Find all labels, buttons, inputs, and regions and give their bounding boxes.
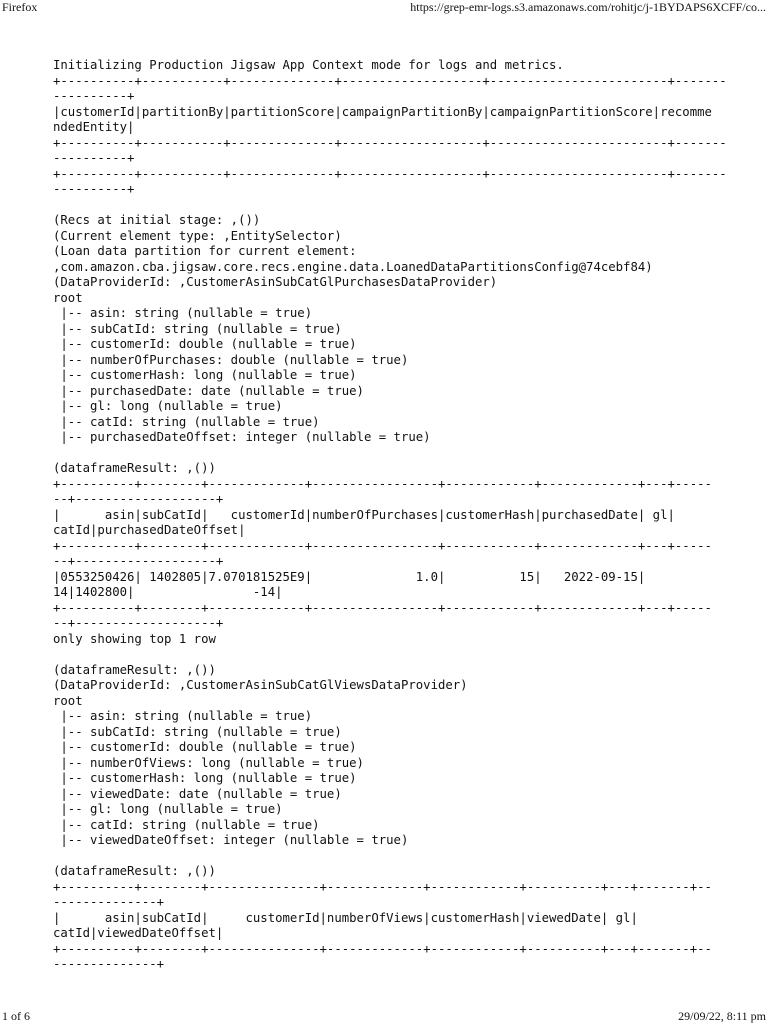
log-line: |-- purchasedDate: date (nullable = true) [53,383,364,398]
page-header [0,0,768,14]
log-line [53,198,762,214]
log-line: +----------+-----------+--------------+-------------------+------------------------+------- [53,166,727,181]
log-line: root [53,290,83,305]
log-line: | asin|subCatId| customerId|numberOfViews|customerHash|viewedDate| gl| [53,910,638,925]
page-url[interactable]: https://grep-emr-logs.s3.amazonaws.com/rohitjc/j-1BYDAPS6XCFF/co... [410,0,766,14]
log-output [53,58,762,973]
log-line: +----------+-----------+--------------+-------------------+------------------------+------- [53,73,727,88]
log-line: +----------+-----------+--------------+-------------------+------------------------+------- [53,135,727,150]
log-line: +----------+--------+---------------+-------------+------------+----------+---+-------+-- [53,879,712,894]
log-line: |-- purchasedDateOffset: integer (nullable = true) [53,430,431,444]
log-line: Initializing Production Jigsaw App Context mode for logs and metrics. [53,58,564,72]
log-line: (DataProviderId: ,CustomerAsinSubCatGlViewsDataProvider) [53,678,468,692]
log-line: |-- gl: long (nullable = true) [53,399,283,413]
log-line: | asin|subCatId| customerId|numberOfPurchases|customerHash|purchasedDate| gl| [53,507,675,522]
log-line: |-- subCatId: string (nullable = true) [53,321,342,336]
log-line: catId|purchasedDateOffset| [53,523,246,537]
log-line: ----------+ [53,182,135,196]
log-line: (Loan data partition for current element: [53,244,357,258]
log-line [53,446,762,462]
log-line: |-- viewedDateOffset: integer (nullable = true) [53,833,409,847]
log-line: |customerId|partitionBy|partitionScore|campaignPartitionBy|campaignPartitionScore|recomme [53,104,712,119]
log-line: |-- customerHash: long (nullable = true) [53,368,357,382]
log-line: |0553250426| 1402805|7.070181525E9| 1.0| 15| 2022-09-15| [53,569,646,584]
log-line: |-- customerHash: long (nullable = true) [53,771,357,785]
log-line: (dataframeResult: ,()) [53,864,216,878]
log-line: (Recs at initial stage: ,()) [53,213,261,227]
log-line: +----------+--------+-------------+-----------------+------------+-------------+---+----- [53,476,712,491]
log-line: |-- catId: string (nullable = true) [53,414,320,429]
log-line: --+-------------------+ [53,492,224,506]
log-line: --------------+ [53,957,165,971]
log-line: --+-------------------+ [53,554,224,568]
log-line: --------------+ [53,895,165,909]
log-line: |-- customerId: double (nullable = true) [53,740,357,754]
log-line: only showing top 1 row [53,631,216,646]
log-line: |-- gl: long (nullable = true) [53,802,283,816]
log-line [53,647,762,663]
log-line: |-- viewedDate: date (nullable = true) [53,786,342,801]
log-line: +----------+--------+-------------+-----------------+------------+-------------+---+----- [53,538,712,553]
log-line: |-- asin: string (nullable = true) [53,306,313,320]
print-datetime: 29/09/22, 8:11 pm [678,1009,766,1023]
log-line: ----------+ [53,151,135,165]
log-line: |-- subCatId: string (nullable = true) [53,724,342,739]
log-line: (Current element type: ,EntitySelector) [53,228,342,243]
log-line [53,849,762,865]
app-name: Firefox [2,0,38,14]
log-line: |-- numberOfViews: long (nullable = true) [53,755,364,770]
log-line: 14|1402800| -14| [53,585,283,599]
log-line: (DataProviderId: ,CustomerAsinSubCatGlPurchasesDataProvider) [53,275,498,289]
log-line: ,com.amazon.cba.jigsaw.core.recs.engine.data.LoanedDataPartitionsConfig@74cebf84) [53,259,653,274]
log-line: --+-------------------+ [53,616,224,630]
log-line: |-- customerId: double (nullable = true) [53,337,357,351]
log-line: (dataframeResult: ,()) [53,461,216,475]
log-line: |-- numberOfPurchases: double (nullable = true) [53,352,409,367]
log-line: catId|viewedDateOffset| [53,926,224,940]
page-number: 1 of 6 [2,1009,30,1023]
log-line: |-- catId: string (nullable = true) [53,817,320,832]
log-line: +----------+--------+-------------+-----------------+------------+-------------+---+----- [53,600,712,615]
log-line: +----------+--------+---------------+-------------+------------+----------+---+-------+-- [53,941,712,956]
log-line: ----------+ [53,89,135,103]
log-line: ndedEntity| [53,120,135,134]
page-footer [0,1009,768,1023]
log-line: (dataframeResult: ,()) [53,662,216,677]
log-line: root [53,693,83,708]
log-line: |-- asin: string (nullable = true) [53,709,313,723]
